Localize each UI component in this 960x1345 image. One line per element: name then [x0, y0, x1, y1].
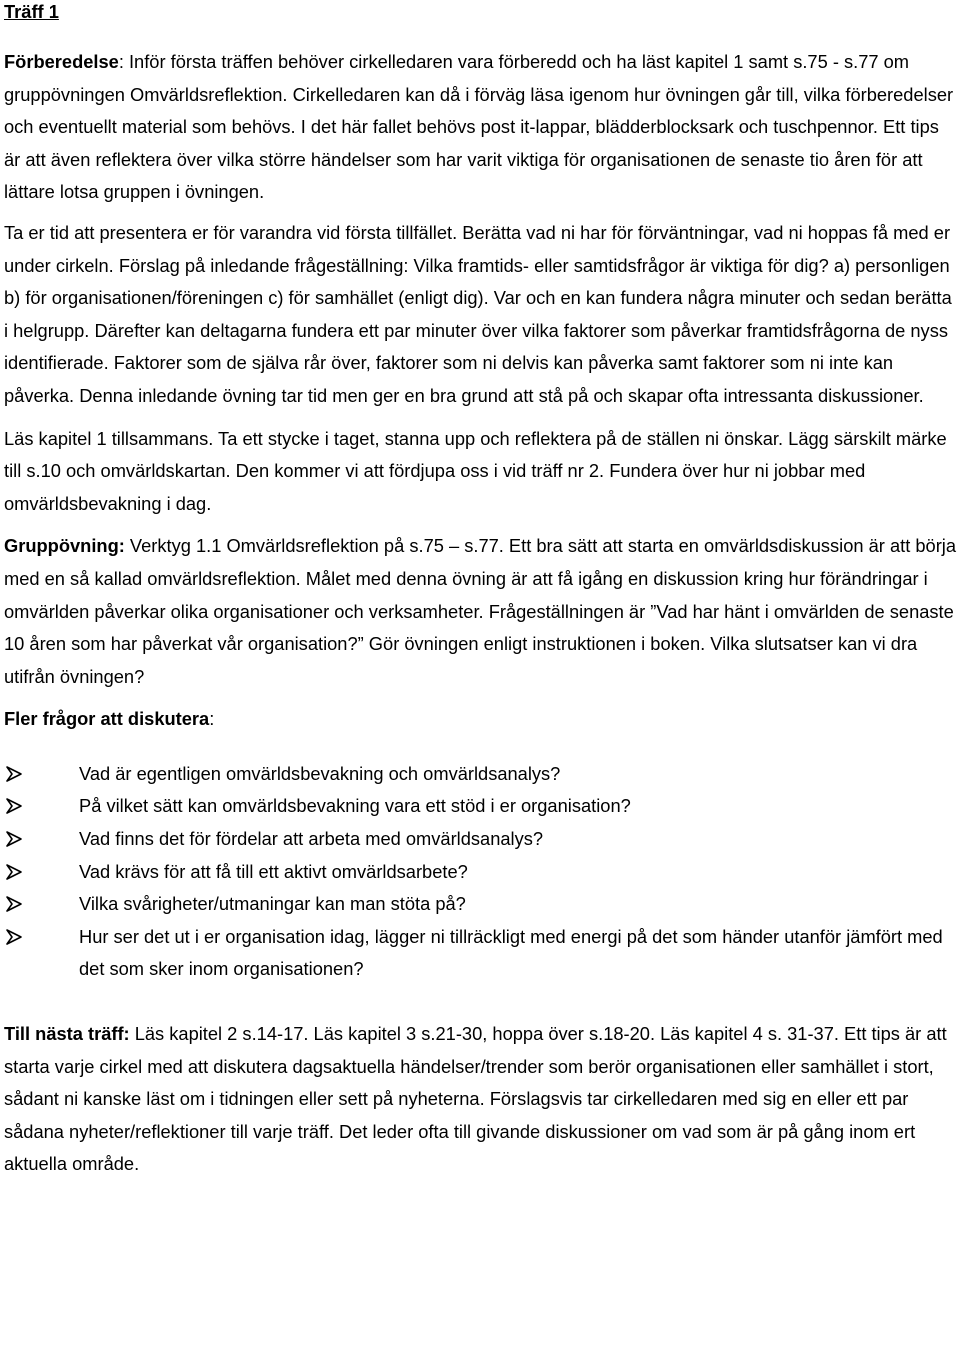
next-meeting-paragraph: [4, 1018, 956, 1181]
group-exercise-paragraph: [4, 530, 956, 693]
reading-paragraph: Läs kapitel 1 tillsammans. Ta ett stycke i taget, stanna upp och reflektera på de ställen ni önskar. Lägg särskilt märke till s.10 och omvärldskartan. Den kommer vi att fördjupa oss i vid träff nr 2. Fundera över hur ni jobbar med omvärldsbevakning i dag.: [4, 427, 947, 514]
list-item: [4, 856, 956, 889]
list-item: [4, 888, 956, 921]
question-list: [4, 758, 956, 986]
group-exercise-text: Verktyg 1.1 Omvärldsreflektion på s.75 – s.77. Ett bra sätt att starta en omvärldsdiskussion är att börja med en så kallad omvärldsreflektion. Målet med denna övning är att få igång en diskussion kring hur förändringar i omvärlden påverkar olika organisationer och verksamheter. Frågeställningen är ”Vad har hänt i omvärlden de senaste 10 åren som har påverkat vår organisation?” Gör övningen enligt instruktionen i boken. Vilka slutsatser kan vi dra utifrån övningen?: [4, 535, 957, 687]
list-item: [4, 921, 956, 986]
document-page: [4, 0, 956, 1181]
next-meeting-text: Läs kapitel 2 s.14-17. Läs kapitel 3 s.21-30, hoppa över s.18-20. Läs kapitel 4 s. 31-37. Ett tips är att starta varje cirkel med att diskutera dagsaktuella händelser/trender som berör organisationen eller samhället i stort, sådant ni kanske läst om i tidningen eller sett på nyheterna. Förslagsvis tar cirkelledaren med sig en eller ett par sådana nyheter/reflektioner till varje träff. Det leder ofta till givande diskussioner om vad som är på gång inom ert aktuella område.: [4, 1023, 947, 1175]
preparation-paragraph: [4, 46, 956, 209]
arrowhead-bullet-icon: [4, 823, 26, 855]
preparation-text: : Inför första träffen behöver cirkelledaren vara förberedd och ha läst kapitel 1 samt s.75 - s.77 om gruppövningen Omvärldsreflektion. Cirkelledaren kan då i förväg läsa igenom hur övningen går till, vilka förberedelser och eventuellt material som behövs. I det här fallet behövs post it-lappar, blädderblocksark och tuschpennor. Ett tips är att även reflektera över vilka större händelser som har varit viktiga för organisationen de senaste tio åren för att lättare lotsa gruppen i övningen.: [4, 51, 954, 203]
page-title: Träff 1: [4, 1, 59, 22]
arrowhead-bullet-icon: [4, 888, 26, 920]
arrowhead-bullet-icon: [4, 921, 26, 953]
next-meeting-label: Till nästa träff:: [4, 1023, 130, 1045]
more-questions-label: Fler frågor att diskutera: [4, 708, 210, 730]
list-item: [4, 823, 956, 856]
arrowhead-bullet-icon: [4, 790, 26, 822]
list-item-text: På vilket sätt kan omvärldsbevakning vara ett stöd i er organisation?: [79, 795, 631, 817]
preparation-label: Förberedelse: [4, 51, 119, 72]
list-item-text: Vilka svårigheter/utmaningar kan man stöta på?: [79, 893, 466, 915]
arrowhead-bullet-icon: [4, 856, 26, 888]
list-item-text: Vad krävs för att få till ett aktivt omvärldsarbete?: [79, 860, 468, 882]
more-questions-suffix: :: [209, 708, 215, 730]
more-questions-heading: [4, 703, 956, 736]
intro-paragraph: Ta er tid att presentera er för varandra vid första tillfället. Berätta vad ni har för förväntningar, vad ni hoppas få med er under cirkeln. Förslag på inledande frågeställning: Vilka framtids- eller samtidsfrågor är viktiga för dig? a) personligen b) för organisationen/föreningen c) för samhället (enligt dig). Var och en kan fundera några minuter och sedan berätta i helgrupp. Därefter kan deltagarna fundera ett par minuter över vilka faktorer som påverkar framtidsfrågorna de nyss identifierade. Faktorer som de själva rår över, faktorer som ni delvis kan påverka samt faktorer som ni inte kan påverka. Denna inledande övning tar tid men ger en bra grund att stå på och skapar ofta intressanta diskussioner.: [4, 221, 952, 406]
list-item-text: Hur ser det ut i er organisation idag, lägger ni tillräckligt med energi på det som händer utanför jämfört med det som sker inom organisationen?: [79, 925, 943, 980]
list-item: [4, 758, 956, 791]
arrowhead-bullet-icon: [4, 758, 26, 790]
list-item-text: Vad är egentligen omvärldsbevakning och omvärldsanalys?: [79, 762, 561, 784]
list-item: [4, 790, 956, 823]
list-item-text: Vad finns det för fördelar att arbeta med omvärldsanalys?: [79, 828, 544, 850]
group-exercise-label: Gruppövning:: [4, 535, 125, 557]
